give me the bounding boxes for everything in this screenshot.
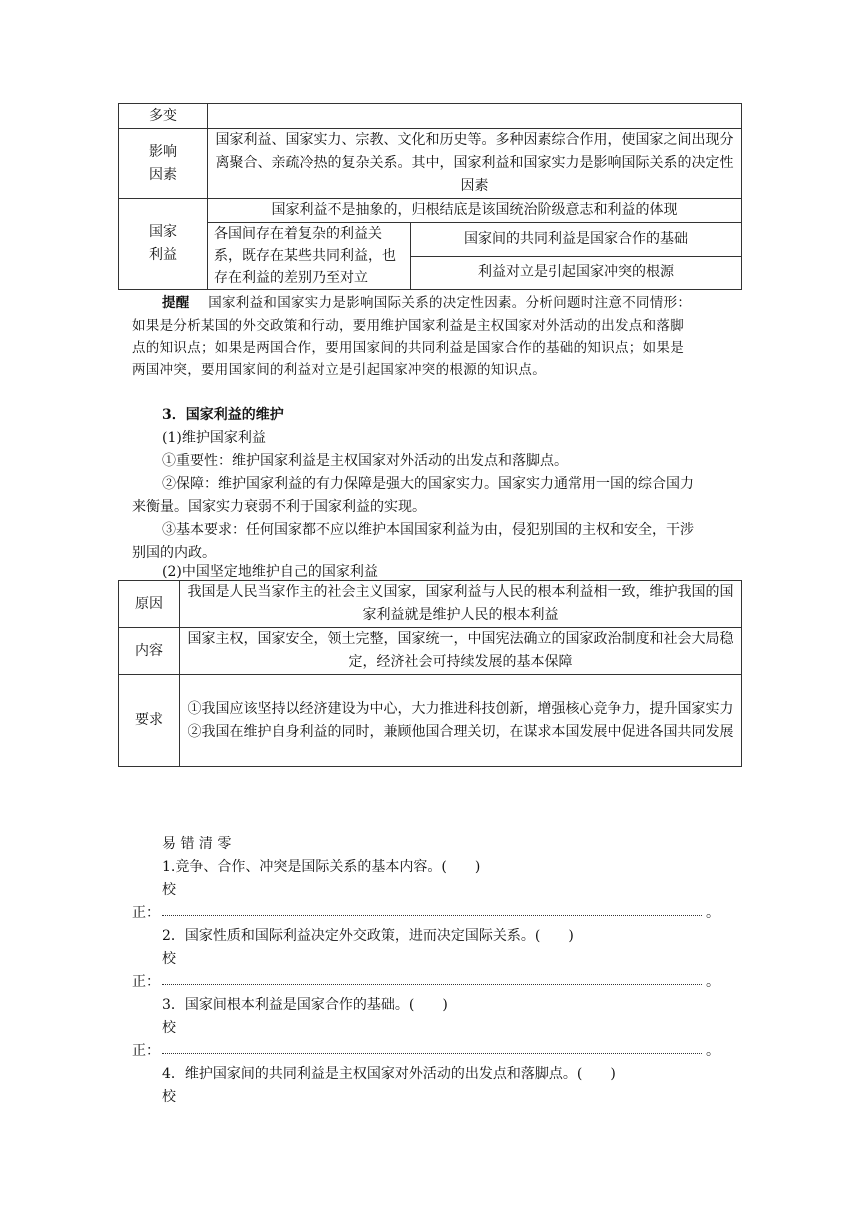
answer-line-2[interactable] xyxy=(162,972,702,985)
section3-p3a: ③基本要求：任何国家都不应以维护本国国家利益为由，侵犯别国的主权和安全，干涉 xyxy=(162,522,694,538)
answer-line-3[interactable] xyxy=(162,1041,702,1054)
cell-influence-label: 影响因素 xyxy=(119,129,208,199)
reminder-label: 提醒 xyxy=(162,295,190,311)
cell-require-label: 要求 xyxy=(119,675,180,767)
china-interest-table xyxy=(118,580,742,767)
require-item-1: ①我国应该坚持以经济建设为中心，大力推进科技创新，增强核心竞争力，提升国家实力 xyxy=(187,700,734,717)
jiao-1: 校 xyxy=(162,882,176,898)
require-item-2: ②我国在维护自身利益的同时，兼顾他国合理关切，在谋求本国发展中促进各国共同发展 xyxy=(187,723,734,740)
section3-sub1: (1)维护国家利益 xyxy=(162,430,266,446)
end-mark-1: 。 xyxy=(706,905,720,921)
cell-empty xyxy=(208,104,742,129)
jiao-3: 校 xyxy=(162,1020,176,1036)
cell-interest-right2: 利益对立是引起国家冲突的根源 xyxy=(411,256,742,290)
cell-content-text: 国家主权，国家安全，领土完整，国家统一，中国宪法确立的国家政治制度和社会大局稳定，经济社会可持续发展的基本保障 xyxy=(180,628,742,675)
section3-p2a: ②保障：维护国家利益的有力保障是强大的国家实力。国家实力通常用一国的综合国力 xyxy=(162,476,694,492)
errors-heading: 易 错 清 零 xyxy=(162,836,232,852)
cell-reason-text: 我国是人民当家作主的社会主义国家，国家利益与人民的根本利益相一致，维护我国的国家利益就是维护人民的根本利益 xyxy=(180,581,742,628)
end-mark-2: 。 xyxy=(706,974,720,990)
section3-sub2: (2)中国坚定地维护自己的国家利益 xyxy=(162,564,378,580)
cell-content-label: 内容 xyxy=(119,628,180,675)
reminder-line-1: 提醒 国家利益和国家实力是影响国际关系的决定性因素。分析问题时注意不同情形： xyxy=(162,295,692,311)
question-2: 2．国家性质和国际利益决定外交政策，进而决定国际关系。( ) xyxy=(162,928,574,944)
answer-line-1[interactable] xyxy=(162,903,702,916)
end-mark-3: 。 xyxy=(706,1043,720,1059)
reminder-line-4: 两国冲突，要用国家间的利益对立是引起国家冲突的根源的知识点。 xyxy=(132,362,546,378)
section3-title: 3．国家利益的维护 xyxy=(162,407,284,423)
question-3: 3．国家间根本利益是国家合作的基础。( ) xyxy=(162,997,448,1013)
cell-interest-label: 国家利益 xyxy=(119,199,208,290)
zheng-1: 正： xyxy=(132,905,160,921)
section3-p2b: 来衡量。国家实力衰弱不利于国家利益的实现。 xyxy=(132,499,426,515)
cell-interest-right1: 国家间的共同利益是国家合作的基础 xyxy=(411,223,742,257)
zheng-3: 正： xyxy=(132,1043,160,1059)
cell-require-text xyxy=(180,675,742,767)
section3-p1: ①重要性：维护国家利益是主权国家对外活动的出发点和落脚点。 xyxy=(162,453,568,469)
jiao-2: 校 xyxy=(162,951,176,967)
question-1: 1.竞争、合作、冲突是国际关系的基本内容。( ) xyxy=(162,859,481,875)
question-4: 4．维护国家间的共同利益是主权国家对外活动的出发点和落脚点。( ) xyxy=(162,1066,616,1082)
cell-interest-left: 各国间存在着复杂的利益关系，既存在某些共同利益，也存在利益的差别乃至对立 xyxy=(208,223,411,290)
international-relations-table xyxy=(118,103,742,290)
reminder-line-3: 点的知识点；如果是两国合作，要用国家间的共同利益是国家合作的基础的知识点；如果是 xyxy=(132,340,684,356)
cell-influence-text: 国家利益、国家实力、宗教、文化和历史等。多种因素综合作用，使国家之间出现分离聚合、亲疏冷热的复杂关系。其中，国家利益和国家实力是影响国际关系的决定性因素 xyxy=(208,129,742,199)
section3-p3b: 别国的内政。 xyxy=(132,545,216,561)
jiao-4: 校 xyxy=(162,1089,176,1105)
cell-interest-top: 国家利益不是抽象的，归根结底是该国统治阶级意志和利益的体现 xyxy=(208,199,742,223)
reminder-line-2: 如果是分析某国的外交政策和行动，要用维护国家利益是主权国家对外活动的出发点和落脚 xyxy=(132,318,684,334)
zheng-2: 正： xyxy=(132,974,160,990)
cell-duobian: 多变 xyxy=(119,104,208,129)
cell-reason-label: 原因 xyxy=(119,581,180,628)
